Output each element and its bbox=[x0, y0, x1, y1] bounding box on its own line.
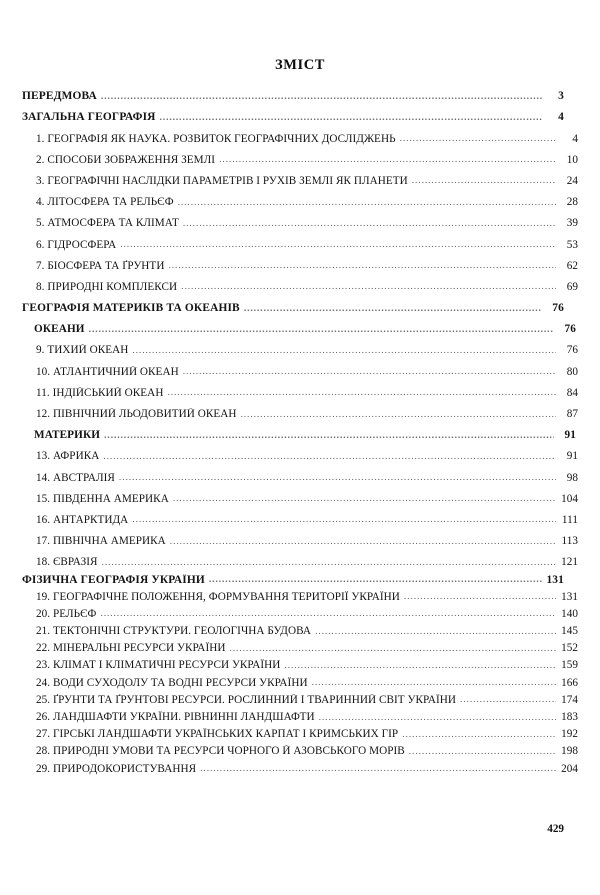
toc-entry[interactable] bbox=[22, 187, 578, 208]
toc-dot-leader bbox=[89, 324, 554, 335]
toc-entry-label: 11. ІНДІЙСЬКИЙ ОКЕАН bbox=[36, 386, 164, 399]
toc-entry-page-number: 152 bbox=[561, 642, 578, 655]
toc-entry[interactable] bbox=[22, 706, 578, 723]
toc-entry[interactable] bbox=[22, 293, 564, 314]
toc-entry[interactable] bbox=[22, 420, 576, 441]
toc-dot-leader bbox=[460, 695, 556, 706]
toc-entry-label: 29. ПРИРОДОКОРИСТУВАННЯ bbox=[36, 762, 197, 775]
toc-entry[interactable] bbox=[22, 568, 564, 585]
toc-entry-page-number: 53 bbox=[566, 238, 578, 251]
toc-dot-leader bbox=[244, 303, 542, 314]
toc-entry-label: 24. ВОДИ СУХОДОЛУ ТА ВОДНІ РЕСУРСИ УКРАЇНИ bbox=[36, 676, 308, 689]
toc-entry[interactable] bbox=[22, 637, 578, 654]
toc-entry[interactable] bbox=[22, 689, 578, 706]
toc-entry-page-number: 183 bbox=[561, 711, 578, 723]
toc-entry-page-number: 28 bbox=[566, 196, 578, 209]
toc-entry-label: 23. КЛІМАТ І КЛІМАТИЧНІ РЕСУРСИ УКРАЇНИ bbox=[36, 659, 281, 672]
toc-entry-label: 5. АТМОСФЕРА ТА КЛІМАТ bbox=[36, 217, 179, 230]
toc-dot-leader bbox=[100, 609, 556, 620]
toc-dot-leader bbox=[160, 112, 542, 123]
toc-entry[interactable] bbox=[22, 654, 578, 671]
toc-entry-page-number: 91 bbox=[566, 450, 578, 463]
toc-entry[interactable] bbox=[22, 81, 564, 102]
toc-entry-label: 13. АФРИКА bbox=[36, 450, 100, 463]
toc-dot-leader bbox=[181, 282, 556, 293]
toc-entry-page-number: 204 bbox=[561, 762, 578, 775]
toc-entry-page-number: 80 bbox=[566, 365, 578, 378]
toc-entry-page-number: 113 bbox=[561, 535, 578, 548]
toc-entry-label: ГЕОГРАФІЯ МАТЕРИКІВ ТА ОКЕАНІВ bbox=[22, 302, 240, 315]
toc-entry-label: 25. ҐРУНТИ ТА ҐРУНТОВІ РЕСУРСИ. РОСЛИННИЙ І ТВАРИННИЙ СВІТ УКРАЇНИ bbox=[36, 693, 456, 706]
table-of-contents bbox=[22, 81, 578, 775]
toc-dot-leader bbox=[229, 643, 556, 654]
toc-dot-leader bbox=[284, 660, 556, 671]
page-title: ЗМІСТ bbox=[274, 57, 326, 73]
toc-entry-page-number: 131 bbox=[546, 573, 564, 586]
toc-entry-page-number: 4 bbox=[558, 111, 564, 124]
toc-entry-page-number: 24 bbox=[566, 174, 578, 187]
toc-entry-label: 14. АВСТРАЛІЯ bbox=[36, 471, 115, 484]
toc-dot-leader bbox=[400, 133, 556, 144]
toc-entry-label: ОКЕАНИ bbox=[34, 323, 85, 336]
toc-dot-leader bbox=[312, 677, 556, 688]
toc-entry-page-number: 198 bbox=[561, 745, 578, 758]
toc-entry-page-number: 76 bbox=[552, 302, 564, 315]
toc-entry[interactable] bbox=[22, 208, 578, 229]
toc-entry-page-number: 192 bbox=[561, 728, 578, 741]
toc-entry[interactable] bbox=[22, 757, 578, 774]
toc-dot-leader bbox=[183, 366, 556, 377]
toc-dot-leader bbox=[178, 197, 556, 208]
toc-dot-leader bbox=[101, 91, 542, 102]
toc-dot-leader bbox=[209, 574, 542, 585]
toc-entry[interactable] bbox=[22, 586, 578, 603]
toc-entry-label: 9. ТИХИЙ ОКЕАН bbox=[36, 344, 129, 357]
toc-entry-label: 21. ТЕКТОНІЧНІ СТРУКТУРИ. ГЕОЛОГІЧНА БУДОВА bbox=[36, 625, 312, 638]
toc-entry-label: 17. ПІВНІЧНА АМЕРИКА bbox=[36, 535, 166, 548]
toc-entry-page-number: 87 bbox=[566, 408, 578, 420]
toc-entry-label: 8. ПРИРОДНІ КОМПЛЕКСИ bbox=[36, 280, 178, 293]
toc-entry-page-number: 69 bbox=[566, 280, 578, 293]
toc-entry[interactable] bbox=[22, 723, 578, 740]
toc-entry-page-number: 104 bbox=[561, 492, 578, 505]
toc-entry-label: 22. МІНЕРАЛЬНІ РЕСУРСИ УКРАЇНИ bbox=[36, 642, 226, 655]
toc-dot-leader bbox=[132, 515, 556, 526]
toc-entry-label: 19. ГЕОГРАФІЧНЕ ПОЛОЖЕННЯ, ФОРМУВАННЯ ТЕРИТОРІЇ УКРАЇНИ bbox=[36, 590, 400, 603]
toc-entry-label: 12. ПІВНІЧНИЙ ЛЬОДОВИТИЙ ОКЕАН bbox=[36, 408, 237, 420]
toc-entry-label: ЗАГАЛЬНА ГЕОГРАФІЯ bbox=[22, 111, 156, 124]
toc-dot-leader bbox=[183, 218, 556, 229]
toc-dot-leader bbox=[120, 239, 556, 250]
toc-dot-leader bbox=[103, 451, 556, 462]
toc-dot-leader bbox=[167, 388, 556, 399]
toc-entry[interactable] bbox=[22, 399, 578, 420]
toc-entry[interactable] bbox=[22, 378, 578, 399]
toc-entry[interactable] bbox=[22, 441, 578, 462]
toc-dot-leader bbox=[132, 345, 556, 356]
toc-entry[interactable] bbox=[22, 229, 578, 250]
toc-dot-leader bbox=[241, 409, 557, 420]
toc-entry[interactable] bbox=[22, 526, 578, 547]
toc-dot-leader bbox=[315, 626, 556, 637]
toc-entry-label: ФІЗИЧНА ГЕОГРАФІЯ УКРАЇНИ bbox=[22, 573, 205, 586]
toc-entry-label: 20. РЕЛЬЄФ bbox=[36, 607, 97, 620]
toc-entry-page-number: 121 bbox=[561, 556, 578, 569]
toc-entry-label: 4. ЛІТОСФЕРА ТА РЕЛЬЄФ bbox=[36, 196, 174, 209]
toc-entry-label: 3. ГЕОГРАФІЧНІ НАСЛІДКИ ПАРАМЕТРІВ І РУХІВ ЗЕМЛІ ЯК ПЛАНЕТИ bbox=[36, 174, 408, 187]
toc-entry-page-number: 91 bbox=[564, 429, 576, 442]
toc-entry[interactable] bbox=[22, 145, 578, 166]
toc-entry-page-number: 3 bbox=[558, 90, 564, 103]
toc-entry-label: 16. АНТАРКТИДА bbox=[36, 513, 129, 526]
toc-entry-page-number: 174 bbox=[561, 693, 578, 706]
toc-entry[interactable] bbox=[22, 102, 564, 123]
toc-dot-leader bbox=[170, 536, 556, 547]
toc-entry[interactable] bbox=[22, 166, 578, 187]
toc-entry[interactable] bbox=[22, 462, 578, 483]
toc-entry-page-number: 111 bbox=[561, 513, 578, 526]
toc-entry-page-number: 159 bbox=[561, 659, 578, 672]
toc-entry[interactable] bbox=[22, 251, 578, 272]
toc-entry-label: ПЕРЕДМОВА bbox=[22, 90, 97, 103]
toc-entry[interactable] bbox=[22, 123, 578, 144]
toc-dot-leader bbox=[119, 472, 556, 483]
toc-entry-label: МАТЕРИКИ bbox=[34, 429, 101, 442]
toc-entry-page-number: 10 bbox=[566, 153, 578, 166]
toc-entry[interactable] bbox=[22, 620, 578, 637]
toc-entry-label: 26. ЛАНДШАФТИ УКРАЇНИ. РІВНИННІ ЛАНДШАФТИ bbox=[36, 711, 315, 723]
toc-entry[interactable] bbox=[22, 335, 578, 356]
toc-entry-page-number: 84 bbox=[566, 386, 578, 399]
toc-entry[interactable] bbox=[22, 671, 578, 688]
toc-entry[interactable] bbox=[22, 272, 578, 293]
toc-entry[interactable] bbox=[22, 547, 578, 568]
toc-dot-leader bbox=[402, 729, 556, 740]
toc-entry[interactable] bbox=[22, 314, 576, 335]
toc-dot-leader bbox=[200, 763, 556, 774]
toc-dot-leader bbox=[409, 746, 556, 757]
toc-entry[interactable] bbox=[22, 603, 578, 620]
toc-entry-page-number: 131 bbox=[561, 590, 578, 603]
toc-entry-page-number: 166 bbox=[561, 676, 578, 689]
toc-entry-page-number: 140 bbox=[561, 607, 578, 620]
toc-entry[interactable] bbox=[22, 505, 578, 526]
toc-entry-label: 1. ГЕОГРАФІЯ ЯК НАУКА. РОЗВИТОК ГЕОГРАФІЧНИХ ДОСЛІДЖЕНЬ bbox=[36, 132, 396, 145]
toc-dot-leader bbox=[319, 712, 556, 723]
toc-dot-leader bbox=[412, 176, 556, 187]
toc-entry-label: 6. ГІДРОСФЕРА bbox=[36, 238, 117, 251]
toc-entry-label: 7. БІОСФЕРА ТА ҐРУНТИ bbox=[36, 259, 165, 272]
toc-dot-leader bbox=[173, 494, 556, 505]
toc-entry[interactable] bbox=[22, 484, 578, 505]
toc-entry-page-number: 98 bbox=[566, 471, 578, 484]
toc-dot-leader bbox=[219, 155, 556, 166]
toc-dot-leader bbox=[404, 592, 556, 603]
toc-entry-label: 10. АТЛАНТИЧНИЙ ОКЕАН bbox=[36, 365, 179, 378]
toc-dot-leader bbox=[104, 430, 554, 441]
toc-entry-label: 15. ПІВДЕННА АМЕРИКА bbox=[36, 492, 169, 505]
toc-entry-label: 28. ПРИРОДНІ УМОВИ ТА РЕСУРСИ ЧОРНОГО Й АЗОВСЬКОГО МОРІВ bbox=[36, 745, 405, 758]
toc-entry-label: 2. СПОСОБИ ЗОБРАЖЕННЯ ЗЕМЛІ bbox=[36, 153, 216, 166]
toc-entry-page-number: 39 bbox=[566, 217, 578, 230]
toc-dot-leader bbox=[168, 261, 556, 272]
toc-entry[interactable] bbox=[22, 356, 578, 377]
toc-entry[interactable] bbox=[22, 740, 578, 757]
toc-dot-leader bbox=[102, 557, 556, 568]
toc-entry-label: 27. ГІРСЬКІ ЛАНДШАФТИ УКРАЇНСЬКИХ КАРПАТ І КРИМСЬКИХ ГІР bbox=[36, 728, 399, 741]
toc-entry-page-number: 62 bbox=[566, 259, 578, 272]
folio-page-number: 429 bbox=[547, 823, 564, 835]
toc-entry-label: 18. ЄВРАЗІЯ bbox=[36, 556, 98, 569]
toc-entry-page-number: 145 bbox=[561, 625, 578, 638]
toc-entry-page-number: 76 bbox=[566, 344, 578, 357]
toc-entry-page-number: 76 bbox=[564, 323, 576, 336]
toc-entry-page-number: 4 bbox=[572, 132, 578, 145]
